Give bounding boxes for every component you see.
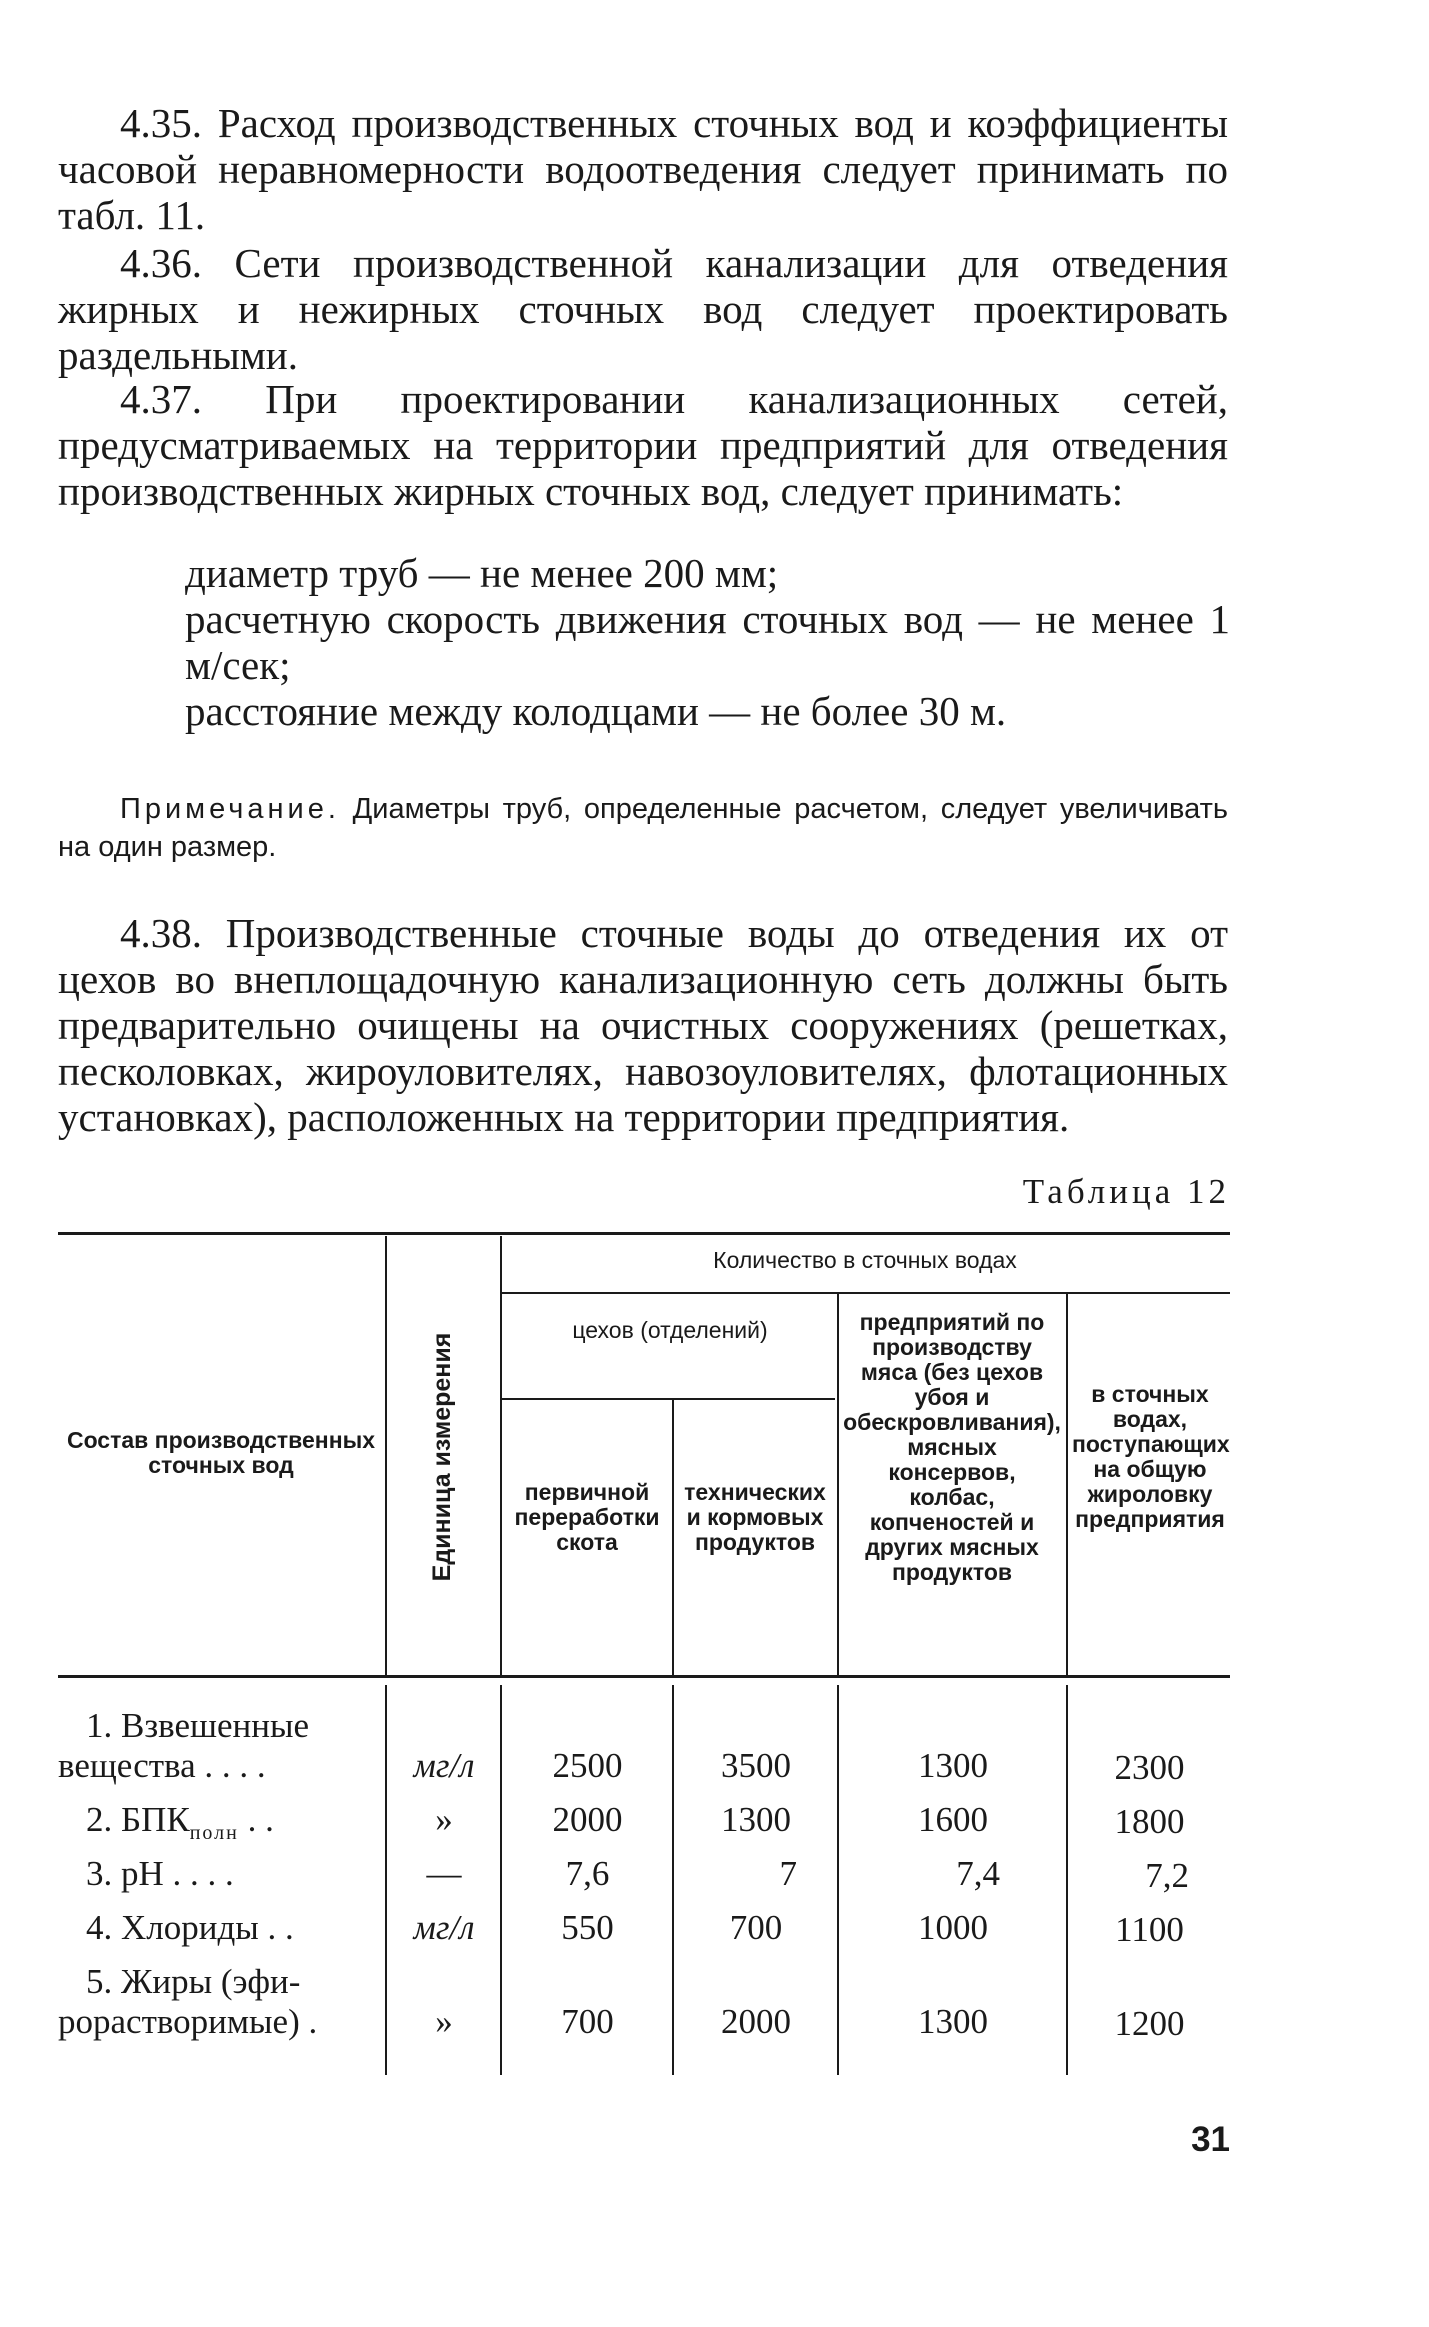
cell-unit: мг/л bbox=[413, 1908, 475, 1947]
table-caption: Таблица 12 bbox=[1022, 1172, 1230, 1211]
cell-unit: » bbox=[435, 2002, 453, 2041]
cell-unit: » bbox=[435, 1800, 453, 1839]
header-wastewater: в сточных водах, поступающих на общую жироловку предприятия bbox=[1072, 1381, 1230, 1532]
cell-wastewater: 1800 bbox=[1114, 1802, 1185, 1841]
header-rule-quantity bbox=[500, 1292, 1230, 1294]
cell-enterprises: 1000 bbox=[918, 1908, 988, 1947]
vline-body-4 bbox=[837, 1685, 839, 2075]
vline-body-3 bbox=[672, 1685, 674, 2075]
cell-primary: 7,6 bbox=[565, 1854, 610, 1893]
page-number: 31 bbox=[1191, 2120, 1230, 2159]
row-label: 4. Хлориды . . bbox=[86, 1908, 294, 1947]
header-technical: технических и кормовых продуктов bbox=[684, 1479, 826, 1555]
paragraph-4-35: 4.35. Расход производственных сточных вод и коэффициенты часовой неравномерности водоотведения следует принимать по табл. 11. bbox=[58, 100, 1228, 238]
header-shops: цехов (отделений) bbox=[572, 1317, 768, 1343]
list-item-velocity: расчетную скорость движения сточных вод — не менее 1 м/сек; bbox=[185, 596, 1230, 688]
paragraph-4-38: 4.38. Производственные сточные воды до отведения их от цехов во внеплощадочную канализационную сеть должны быть предварительно очищены на очистных сооружениях (решетках, песколовках, жироуловителях, навозоуловителях, флотационных установках), расположенных на территории предприятия. bbox=[58, 910, 1228, 1140]
list-item-diameter: диаметр труб — не менее 200 мм; bbox=[185, 550, 779, 596]
row-label: 3. pH . . . . bbox=[86, 1854, 234, 1893]
header-enterprises: предприятий по производству мяса (без цехов убоя и обескровливания), мясных консервов, колбас, копченостей и других мясных продуктов bbox=[843, 1309, 1061, 1585]
cell-wastewater: 2300 bbox=[1114, 1748, 1185, 1787]
row-label: 1. Взвешенные вещества . . . . bbox=[58, 1706, 310, 1785]
header-bottom-rule bbox=[58, 1675, 1230, 1678]
note-label: Примечание. bbox=[120, 793, 340, 825]
vline-body-2 bbox=[500, 1685, 502, 2075]
table-top-rule bbox=[58, 1232, 1230, 1235]
paragraph-4-37: 4.37. При проектировании канализационных сетей, предусматриваемых на территории предприятий для отведения производственных жирных сточных вод, следует принимать: bbox=[58, 376, 1228, 514]
cell-wastewater: 1200 bbox=[1114, 2004, 1185, 2043]
header-rule-shops bbox=[500, 1398, 835, 1400]
vline-primary-right bbox=[672, 1400, 674, 1675]
cell-enterprises: 1300 bbox=[918, 1746, 988, 1785]
cell-unit: мг/л bbox=[413, 1746, 475, 1785]
vline-shops-right bbox=[837, 1294, 839, 1675]
paragraph-4-36: 4.36. Сети производственной канализации для отведения жирных и нежирных сточных вод следует проектировать раздельными. bbox=[58, 240, 1228, 378]
cell-primary: 2000 bbox=[552, 1800, 623, 1839]
cell-technical: 3500 bbox=[721, 1746, 791, 1785]
cell-technical: 7 bbox=[779, 1854, 797, 1893]
row-label: 5. Жиры (эфи- рорастворимые) . bbox=[58, 1962, 318, 2041]
note bbox=[58, 790, 1228, 866]
vline-unit-right bbox=[500, 1236, 502, 1675]
cell-unit: — bbox=[426, 1854, 462, 1893]
cell-primary: 700 bbox=[561, 2002, 614, 2041]
cell-primary: 550 bbox=[561, 1908, 614, 1947]
header-primary: первичной переработки скота bbox=[514, 1479, 660, 1555]
header-composition: Состав производственных сточных вод bbox=[66, 1427, 376, 1478]
cell-technical: 700 bbox=[729, 1908, 783, 1947]
vline-body-5 bbox=[1066, 1685, 1068, 2075]
vline-unit-left bbox=[385, 1236, 387, 1675]
cell-technical: 1300 bbox=[721, 1800, 791, 1839]
cell-enterprises: 7,4 bbox=[956, 1854, 1000, 1893]
cell-primary: 2500 bbox=[552, 1746, 623, 1785]
cell-enterprises: 1300 bbox=[918, 2002, 988, 2041]
row-label: 2. $БПК_{полн}$ . . bbox=[86, 1800, 274, 1844]
header-unit: Единица измерения bbox=[428, 1332, 456, 1582]
cell-wastewater: 1100 bbox=[1115, 1910, 1184, 1949]
cell-wastewater: 7,2 bbox=[1145, 1856, 1189, 1895]
note-text: Диаметры труб, определенные расчетом, следует увеличивать на один размер. bbox=[58, 793, 1228, 863]
cell-enterprises: 1600 bbox=[918, 1800, 988, 1839]
cell-technical: 2000 bbox=[721, 2002, 791, 2041]
header-quantity: Количество в сточных водах bbox=[713, 1247, 1017, 1273]
list-item-distance: расстояние между колодцами — не более 30 м. bbox=[185, 688, 1007, 734]
vline-enterprises-right bbox=[1066, 1294, 1068, 1675]
